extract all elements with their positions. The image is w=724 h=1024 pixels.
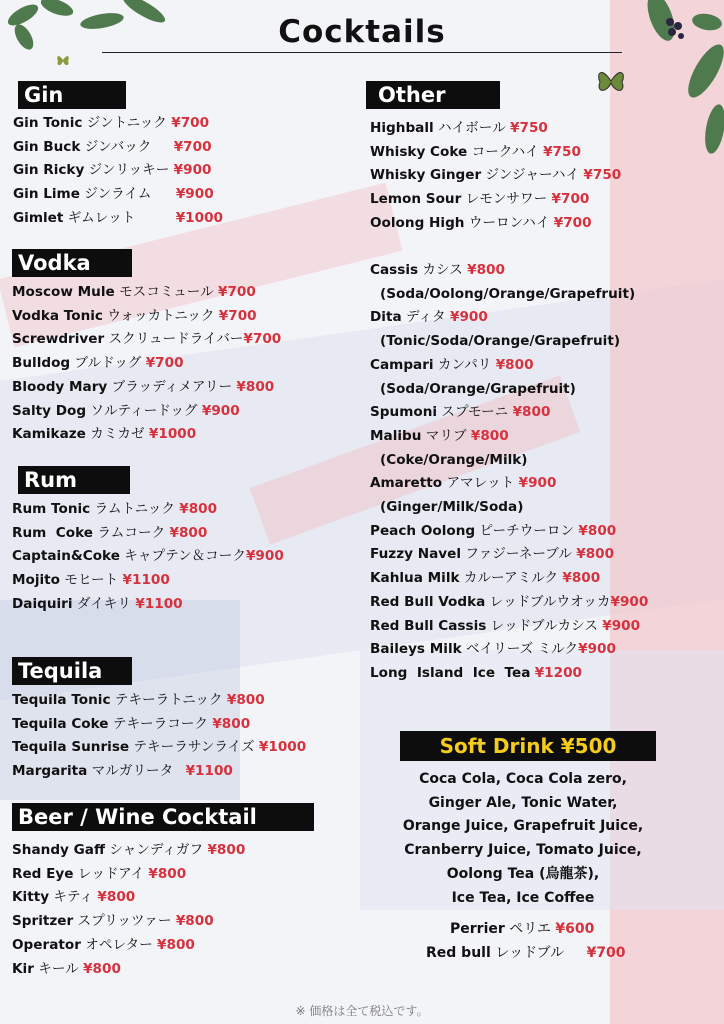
section-heading-rum: Rum — [18, 466, 130, 494]
page-title: Cocktails — [278, 14, 446, 50]
list-item: Lemon Sour レモンサワー ¥700 — [370, 191, 590, 208]
list-item: Kahlua Milk カルーアミルク ¥800 — [370, 570, 601, 587]
list-item: Spritzer スプリッツァー ¥800 — [12, 913, 214, 930]
list-item: Fuzzy Navel ファジーネーブル ¥800 — [370, 546, 615, 563]
butterfly-icon — [596, 64, 626, 98]
soft-drink-extra — [408, 918, 668, 965]
list-item: Bulldog ブルドッグ ¥700 — [12, 355, 184, 372]
list-item: Perrier ペリエ ¥600 — [450, 921, 595, 937]
title-divider — [102, 52, 622, 53]
list-item: Campari カンパリ ¥800 — [370, 356, 534, 373]
other-list-2 — [370, 259, 648, 686]
butterfly-icon — [56, 52, 70, 68]
list-item-options: (Soda/Oolong/Orange/Grapefruit) — [380, 285, 636, 302]
list-item: Shandy Gaff シャンディガフ ¥800 — [12, 842, 246, 858]
list-item: Salty Dog ソルティードッグ ¥900 — [12, 402, 240, 419]
list-item: Whisky Ginger ジンジャーハイ ¥750 — [370, 167, 622, 184]
list-item: Margarita マルガリータ ¥1100 — [12, 763, 233, 780]
list-item: Red bull レッドブル ¥700 — [426, 944, 626, 961]
list-item: Daiquiri ダイキリ ¥1100 — [12, 595, 183, 612]
section-heading-tequila: Tequila — [12, 657, 132, 685]
vodka-list — [12, 281, 281, 447]
list-item: Mojito モヒート ¥1100 — [12, 572, 170, 589]
list-item: Operator オペレター ¥800 — [12, 936, 195, 953]
tax-note: ※ 価格は全て税込です。 — [295, 1004, 429, 1018]
list-item: Peach Oolong ピーチウーロン ¥800 — [370, 522, 617, 539]
other-list-1 — [370, 117, 621, 236]
list-item: Spumoni スプモーニ ¥800 — [370, 404, 551, 421]
list-item-options: (Soda/Orange/Grapefruit) — [380, 380, 576, 397]
list-item: Tequila Sunrise テキーラサンライズ ¥1000 — [12, 739, 307, 756]
list-item: Ginger Ale, Tonic Water, — [428, 794, 618, 811]
section-heading-gin: Gin — [18, 81, 126, 109]
list-item: Highball ハイボール ¥750 — [370, 120, 548, 136]
list-item: Rum Tonic ラムトニック ¥800 — [12, 501, 218, 517]
list-item: Screwdriver スクリュードライバー¥700 — [12, 331, 282, 348]
list-item-options: (Tonic/Soda/Orange/Grapefruit) — [380, 333, 621, 350]
list-item: Gin Ricky ジンリッキー ¥900 — [13, 162, 212, 179]
list-item: Tequila Tonic テキーラトニック ¥800 — [12, 692, 265, 708]
rum-list — [12, 498, 284, 617]
list-item-options: (Ginger/Milk/Soda) — [380, 499, 524, 516]
list-item: Long Island Ice Tea ¥1200 — [370, 664, 583, 681]
soft-drink-list — [362, 768, 684, 910]
list-item: Rum Coke ラムコーク ¥800 — [12, 524, 208, 541]
list-item: Bloody Mary ブラッディメアリー ¥800 — [12, 378, 275, 395]
tequila-list — [12, 689, 306, 784]
list-item: Red Bull Cassis レッドブルカシス ¥900 — [370, 617, 641, 634]
list-item: Red Bull Vodka レッドブルウオッカ¥900 — [370, 593, 649, 610]
list-item-options: (Coke/Orange/Milk) — [380, 451, 528, 468]
section-heading-soft-drink: Soft Drink ¥500 — [400, 731, 656, 761]
list-item: Ice Tea, Ice Coffee — [451, 889, 595, 906]
list-item: Orange Juice, Grapefruit Juice, — [402, 818, 644, 835]
list-item: Moscow Mule モスコミュール ¥700 — [12, 284, 256, 300]
list-item: Tequila Coke テキーラコーク ¥800 — [12, 715, 251, 732]
list-item: Whisky Coke コークハイ ¥750 — [370, 143, 581, 160]
gin-list — [13, 112, 223, 231]
list-item: Amaretto アマレット ¥900 — [370, 475, 557, 492]
section-heading-beer-wine: Beer / Wine Cocktail — [12, 803, 314, 831]
list-item: Malibu マリブ ¥800 — [370, 427, 509, 444]
list-item: Red Eye レッドアイ ¥800 — [12, 865, 187, 882]
list-item: Dita ディタ ¥900 — [370, 309, 488, 326]
section-heading-other: Other — [366, 81, 500, 109]
list-item: Cassis カシス ¥800 — [370, 262, 505, 278]
list-item: Gimlet ギムレット ¥1000 — [13, 209, 224, 226]
list-item: Captain&Coke キャプテン＆コーク¥900 — [12, 548, 284, 565]
list-item: Vodka Tonic ウォッカトニック ¥700 — [12, 307, 257, 324]
beer-wine-list — [12, 839, 245, 981]
list-item: Cranberry Juice, Tomato Juice, — [404, 842, 642, 859]
list-item: Coca Cola, Coca Cola zero, — [419, 771, 627, 787]
list-item: Kitty キティ ¥800 — [12, 889, 136, 906]
list-item: Baileys Milk ベイリーズ ミルク¥900 — [370, 641, 616, 658]
list-item: Gin Buck ジンバック ¥700 — [13, 138, 212, 155]
list-item: Gin Tonic ジントニック ¥700 — [13, 115, 210, 131]
list-item: Kamikaze カミカゼ ¥1000 — [12, 426, 197, 443]
list-item: Oolong Tea (烏龍茶), — [446, 865, 600, 882]
section-heading-vodka: Vodka — [12, 249, 132, 277]
list-item: Gin Lime ジンライム ¥900 — [13, 186, 214, 203]
list-item: Oolong High ウーロンハイ ¥700 — [370, 214, 592, 231]
list-item: Kir キール ¥800 — [12, 960, 121, 977]
